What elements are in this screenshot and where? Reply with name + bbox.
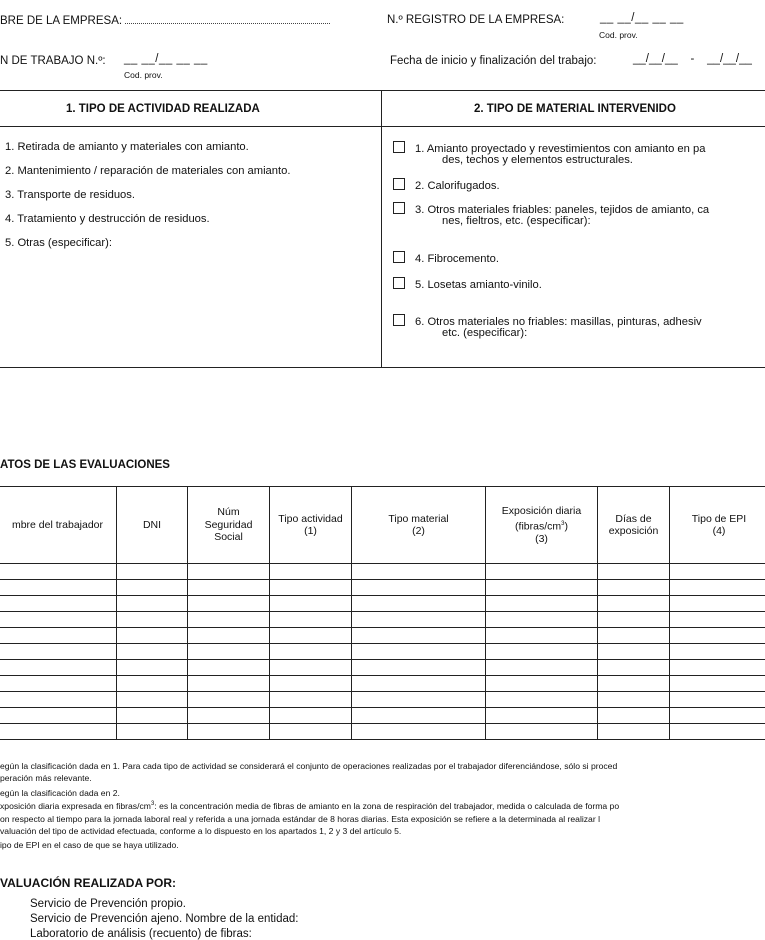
table-cell[interactable]	[352, 692, 486, 708]
table-cell[interactable]	[670, 644, 765, 660]
table-cell[interactable]	[270, 676, 352, 692]
table-cell[interactable]	[117, 564, 188, 580]
table-cell[interactable]	[670, 660, 765, 676]
table-cell[interactable]	[670, 612, 765, 628]
table-cell[interactable]	[598, 676, 670, 692]
table-cell[interactable]	[188, 612, 270, 628]
table-cell[interactable]	[486, 644, 598, 660]
table-cell[interactable]	[486, 628, 598, 644]
section-header-line	[0, 126, 765, 127]
table-cell[interactable]	[188, 564, 270, 580]
table-cell[interactable]	[0, 724, 117, 740]
table-cell[interactable]	[598, 612, 670, 628]
note-3-cont: valuación del tipo de actividad efectuada, conforme a lo dispuesto en los apartados 1, 2 y 3 del artículo 5.	[0, 826, 401, 836]
table-row	[0, 708, 765, 724]
table-cell[interactable]	[598, 660, 670, 676]
table-cell[interactable]	[598, 708, 670, 724]
material-checkbox[interactable]	[393, 277, 405, 289]
company-name-field[interactable]	[125, 14, 330, 24]
table-row	[0, 612, 765, 628]
table-cell[interactable]	[188, 724, 270, 740]
table-cell[interactable]	[0, 580, 117, 596]
table-cell[interactable]	[117, 692, 188, 708]
table-cell[interactable]	[486, 676, 598, 692]
note-1-cont: peración más relevante.	[0, 773, 92, 783]
table-cell[interactable]	[486, 708, 598, 724]
activity-item[interactable]: 4. Tratamiento y destrucción de residuos.	[5, 213, 210, 225]
table-cell[interactable]	[117, 676, 188, 692]
section-divider	[381, 91, 382, 367]
table-cell[interactable]	[0, 628, 117, 644]
activity-item[interactable]: 3. Transporte de residuos.	[5, 189, 135, 201]
evaluations-table	[0, 486, 765, 740]
table-cell[interactable]	[0, 596, 117, 612]
table-cell[interactable]	[670, 724, 765, 740]
col-worker-name: mbre del trabajador	[0, 487, 117, 564]
table-cell[interactable]	[188, 628, 270, 644]
table-cell[interactable]	[670, 676, 765, 692]
table-cell[interactable]	[188, 708, 270, 724]
table-cell[interactable]	[270, 564, 352, 580]
table-cell[interactable]	[117, 580, 188, 596]
performed-by-option[interactable]: Servicio de Prevención propio.	[30, 898, 186, 910]
table-cell[interactable]	[670, 708, 765, 724]
material-checkbox[interactable]	[393, 178, 405, 190]
table-cell[interactable]	[188, 580, 270, 596]
note-4: ipo de EPI en el caso de que se haya utilizado.	[0, 840, 179, 850]
company-name-label: BRE DE LA EMPRESA:	[0, 14, 330, 27]
table-cell[interactable]	[670, 596, 765, 612]
table-cell[interactable]	[352, 628, 486, 644]
table-cell[interactable]	[352, 660, 486, 676]
table-cell[interactable]	[270, 644, 352, 660]
table-row	[0, 564, 765, 580]
table-cell[interactable]	[598, 692, 670, 708]
table-cell[interactable]	[352, 612, 486, 628]
table-cell[interactable]	[0, 644, 117, 660]
table-cell[interactable]	[0, 676, 117, 692]
performed-by-option[interactable]: Servicio de Prevención ajeno. Nombre de la entidad:	[30, 913, 299, 925]
table-cell[interactable]	[670, 564, 765, 580]
table-row	[0, 628, 765, 644]
table-cell[interactable]	[270, 628, 352, 644]
material-checkbox[interactable]	[393, 202, 405, 214]
table-cell[interactable]	[270, 660, 352, 676]
work-number-field[interactable]: __ __/__ __ __	[124, 53, 208, 65]
material-checkbox[interactable]	[393, 141, 405, 153]
table-cell[interactable]	[670, 580, 765, 596]
table-row	[0, 676, 765, 692]
col-social-security: Núm Seguridad Social	[188, 487, 270, 564]
note-3: xposición diaria expresada en fibras/$cm^3$: es la concentración media de fibras de amianto en la zona de respiración del trabajador, medida o calculada de forma po	[0, 801, 619, 811]
col-activity-type: Tipo actividad (1)	[270, 487, 352, 564]
table-cell[interactable]	[486, 564, 598, 580]
col-epi-type: Tipo de EPI (4)	[670, 487, 765, 564]
performed-by-option[interactable]: Laboratorio de análisis (recuento) de fibras:	[30, 928, 252, 940]
col-exposure-days: Días de exposición	[598, 487, 670, 564]
note-1: egún la clasificación dada en 1. Para cada tipo de actividad se considerará el conjunto de operaciones realizadas por el trabajador diferenciándose, sólo si proced	[0, 761, 617, 771]
col-dni: DNI	[117, 487, 188, 564]
table-cell[interactable]	[0, 564, 117, 580]
work-dates-field[interactable]: __/__/__ - __/__/__	[633, 53, 752, 65]
activity-item[interactable]: 1. Retirada de amianto y materiales con amianto.	[5, 141, 249, 153]
table-cell[interactable]	[0, 708, 117, 724]
material-item: 1. Amianto proyectado y revestimientos con amianto en pa des, techos y elementos estructurales.	[393, 141, 705, 155]
table-cell[interactable]	[486, 660, 598, 676]
material-item: 5. Losetas amianto-vinilo.	[393, 277, 542, 291]
table-row	[0, 660, 765, 676]
table-cell[interactable]	[270, 708, 352, 724]
table-cell[interactable]	[188, 660, 270, 676]
table-cell[interactable]	[270, 580, 352, 596]
table-cell[interactable]	[188, 596, 270, 612]
table-cell[interactable]	[0, 612, 117, 628]
material-checkbox[interactable]	[393, 314, 405, 326]
table-cell[interactable]	[117, 612, 188, 628]
table-cell[interactable]	[352, 596, 486, 612]
table-cell[interactable]	[486, 580, 598, 596]
table-cell[interactable]	[486, 724, 598, 740]
registry-field[interactable]: __ __/__ __ __	[600, 12, 684, 24]
col-material-type: Tipo material (2)	[352, 487, 486, 564]
col-daily-exposure: Exposición diaria $(fibras/cm^3)$ (3)	[486, 487, 598, 564]
table-cell[interactable]	[486, 612, 598, 628]
material-item: 3. Otros materiales friables: paneles, tejidos de amianto, ca nes, fieltros, etc. (especificar):	[393, 202, 709, 216]
note-3-cont: on respecto al tiempo para la jornada laboral real y referida a una jornada estándar de 8 horas diarias. Esta exposición se refiere a la determinada al realizar l	[0, 814, 600, 824]
table-cell[interactable]	[270, 612, 352, 628]
table-cell[interactable]	[598, 724, 670, 740]
work-number-sub: Cod. prov.	[124, 70, 163, 80]
table-row	[0, 596, 765, 612]
table-cell[interactable]	[352, 644, 486, 660]
table-cell[interactable]	[117, 628, 188, 644]
material-item: 6. Otros materiales no friables: masillas, pinturas, adhesiv etc. (especificar):	[393, 314, 702, 328]
work-number-label: N DE TRABAJO N.º:	[0, 55, 106, 67]
table-cell[interactable]	[670, 628, 765, 644]
table-cell[interactable]	[598, 628, 670, 644]
table-cell[interactable]	[117, 708, 188, 724]
table-cell[interactable]	[188, 692, 270, 708]
activity-heading: 1. TIPO DE ACTIVIDAD REALIZADA	[66, 103, 260, 115]
performed-by-heading: VALUACIÓN REALIZADA POR:	[0, 876, 176, 890]
table-cell[interactable]	[188, 676, 270, 692]
table-row	[0, 724, 765, 740]
table-row	[0, 580, 765, 596]
table-cell[interactable]	[117, 660, 188, 676]
material-item: 2. Calorifugados.	[393, 178, 500, 192]
evaluations-heading: ATOS DE LAS EVALUACIONES	[0, 459, 170, 471]
table-header-row	[0, 487, 765, 564]
table-cell[interactable]	[598, 644, 670, 660]
activity-item[interactable]: 5. Otras (especificar):	[5, 237, 112, 249]
table-cell[interactable]	[117, 644, 188, 660]
table-cell[interactable]	[0, 692, 117, 708]
table-cell[interactable]	[270, 596, 352, 612]
material-item: 4. Fibrocemento.	[393, 251, 499, 265]
registry-label: N.º REGISTRO DE LA EMPRESA:	[387, 14, 564, 26]
activity-item[interactable]: 2. Mantenimiento / reparación de materiales con amianto.	[5, 165, 290, 177]
table-row	[0, 692, 765, 708]
table-cell[interactable]	[598, 580, 670, 596]
material-checkbox[interactable]	[393, 251, 405, 263]
table-cell[interactable]	[598, 596, 670, 612]
table-cell[interactable]	[270, 692, 352, 708]
table-cell[interactable]	[486, 596, 598, 612]
table-row	[0, 644, 765, 660]
table-cell[interactable]	[0, 660, 117, 676]
table-cell[interactable]	[670, 692, 765, 708]
table-cell[interactable]	[352, 676, 486, 692]
table-cell[interactable]	[352, 564, 486, 580]
table-cell[interactable]	[117, 724, 188, 740]
table-cell[interactable]	[188, 644, 270, 660]
work-dates-label: Fecha de inicio y finalización del trabajo:	[390, 55, 596, 67]
material-heading: 2. TIPO DE MATERIAL INTERVENIDO	[474, 103, 676, 115]
table-cell[interactable]	[486, 692, 598, 708]
registry-sub: Cod. prov.	[599, 30, 638, 40]
table-cell[interactable]	[598, 564, 670, 580]
table-cell[interactable]	[352, 708, 486, 724]
table-cell[interactable]	[270, 724, 352, 740]
table-cell[interactable]	[352, 580, 486, 596]
table-cell[interactable]	[352, 724, 486, 740]
note-2: egún la clasificación dada en 2.	[0, 788, 120, 798]
table-cell[interactable]	[117, 596, 188, 612]
activity-material-table	[0, 90, 765, 368]
